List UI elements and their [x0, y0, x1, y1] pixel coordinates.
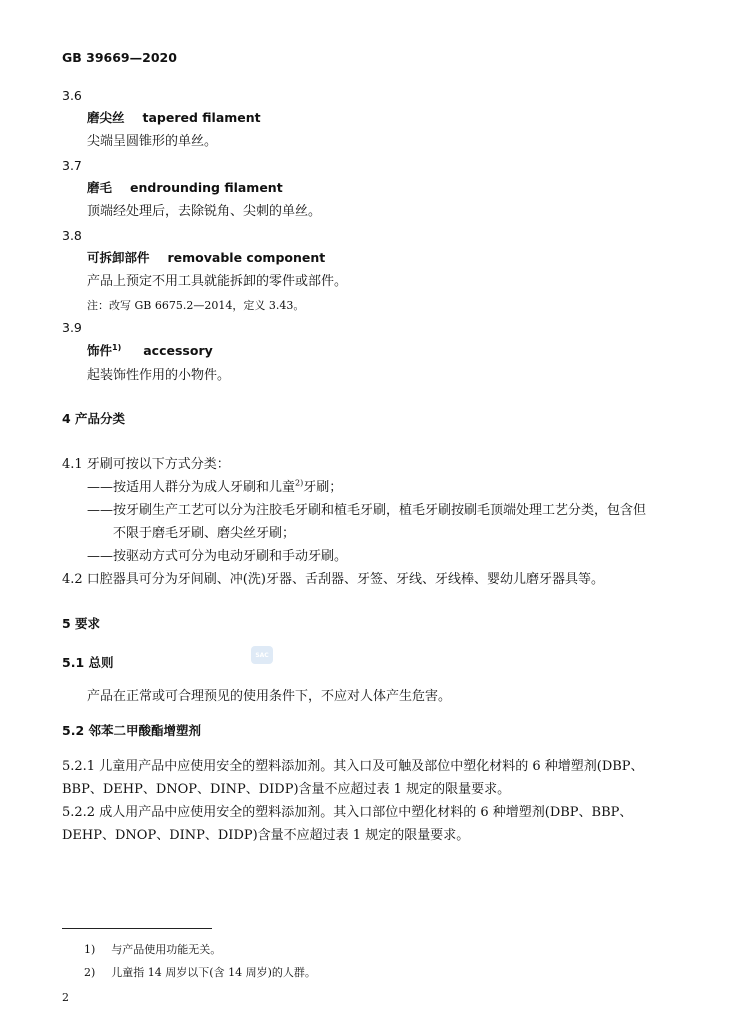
term-definition: 尖端呈圆锥形的单丝。	[87, 134, 218, 149]
standard-header: GB 39669—2020	[62, 50, 177, 65]
list-item-continuation: 不限于磨毛牙刷、磨尖丝牙刷；	[113, 526, 296, 541]
footnote-divider	[62, 928, 212, 929]
clause-number: 3.9	[62, 320, 82, 335]
subsection-title: 5.2 邻苯二甲酸酯增塑剂	[62, 723, 201, 738]
section-title: 4 产品分类	[62, 411, 126, 426]
term-heading: 饰件$^{1)}$ accessory	[87, 342, 213, 358]
clause-text: 4.2 口腔器具可分为牙间刷、冲(洗)牙器、舌刮器、牙签、牙线、牙线棒、婴幼儿磨牙器具等。	[62, 572, 604, 587]
term-heading: 磨尖丝 tapered filament	[87, 110, 261, 125]
list-item: ——按适用人群分为成人牙刷和儿童$^{2)}$牙刷；	[87, 478, 343, 495]
term-note: 注：改写 GB 6675.2—2014，定义 3.43。	[87, 299, 305, 312]
term-heading: 磨毛 endrounding filament	[87, 180, 283, 195]
footnote-ref: 2)	[295, 478, 304, 488]
clause-number: 3.8	[62, 228, 82, 243]
clause-text-continuation: BBP、DEHP、DNOP、DINP、DIDP)含量不应超过表 1 规定的限量要求。	[62, 782, 511, 797]
clause-text: 4.1 牙刷可按以下方式分类：	[62, 457, 230, 472]
term-heading: 可拆卸部件 removable component	[87, 250, 326, 265]
sac-watermark: SAC	[251, 646, 273, 664]
clause-number: 3.7	[62, 158, 82, 173]
clause-number: 3.6	[62, 88, 82, 103]
term-definition: 产品上预定不用工具就能拆卸的零件或部件。	[87, 274, 348, 289]
footnote: 1) 与产品使用功能无关。	[84, 943, 222, 956]
clause-text: 5.2.1 儿童用产品中应使用安全的塑料添加剂。其入口及可触及部位中塑化材料的 6 种增塑剂(DBP、	[62, 759, 644, 774]
term-definition: 起装饰性作用的小物件。	[87, 368, 231, 383]
footnote: 2) 儿童指 14 周岁以下(含 14 周岁)的人群。	[84, 966, 316, 979]
clause-text: 5.2.2 成人用产品中应使用安全的塑料添加剂。其入口部位中塑化材料的 6 种增塑剂(DBP、BBP、	[62, 805, 633, 820]
page-number: 2	[62, 991, 69, 1004]
footnote-ref: 1)	[112, 342, 122, 352]
list-item: ——按牙刷生产工艺可以分为注胶毛牙刷和植毛牙刷，植毛牙刷按刷毛顶端处理工艺分类，包含但	[87, 503, 647, 518]
clause-text: 产品在正常或可合理预见的使用条件下，不应对人体产生危害。	[87, 689, 452, 704]
clause-text-continuation: DEHP、DNOP、DINP、DIDP)含量不应超过表 1 规定的限量要求。	[62, 828, 470, 843]
section-title: 5 要求	[62, 616, 101, 631]
subsection-title: 5.1 总则	[62, 655, 114, 670]
list-item: ——按驱动方式可分为电动牙刷和手动牙刷。	[87, 549, 348, 564]
term-definition: 顶端经处理后，去除锐角、尖刺的单丝。	[87, 204, 322, 219]
